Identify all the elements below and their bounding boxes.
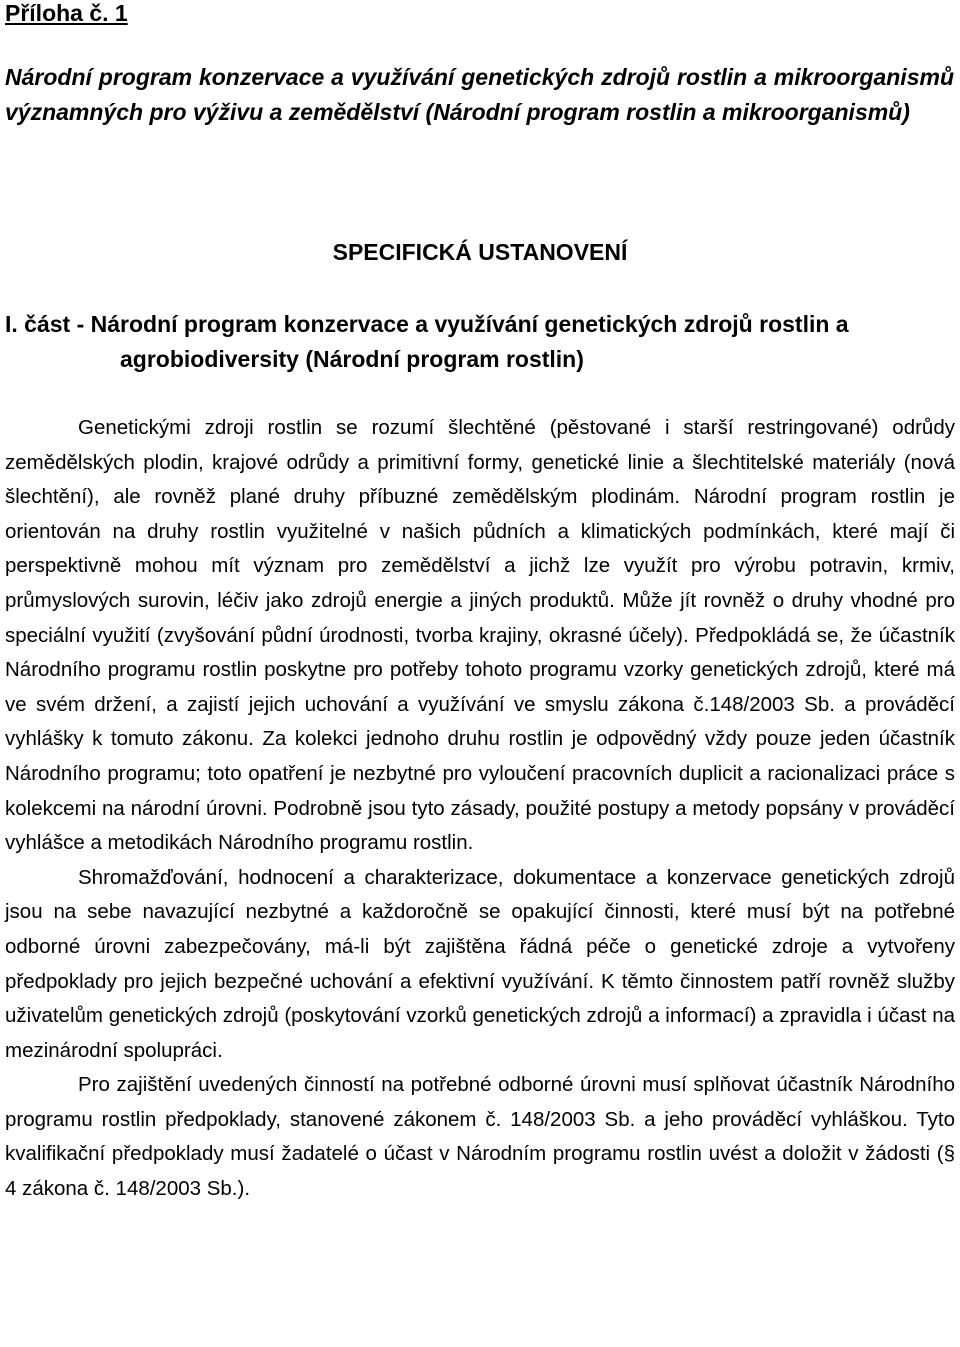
paragraph: Pro zajištění uvedených činností na potřebné odborné úrovni musí splňovat účastník Národního programu rostlin předpoklady, stanovené zákonem č. 148/2003 Sb. a jeho prováděcí vyhláškou. Tyto kvalifikační předpoklady musí žadatelé o účast v Národním programu rostlin uvést a doložit v žádosti (§ 4 zákona č. 148/2003 Sb.). xyxy=(5,1073,955,1201)
body-text xyxy=(5,411,955,1207)
section-heading: SPECIFICKÁ USTANOVENÍ xyxy=(332,239,628,265)
part-heading: I. část - Národní program konzervace a využívání genetických zdrojů rostlin a agrobiodiversity (Národní program rostlin) xyxy=(5,311,849,372)
document-title: Národní program konzervace a využívání genetických zdrojů rostlin a mikroorganismů významných pro výživu a zemědělství (Národní program rostlin a mikroorganismů) xyxy=(5,64,954,125)
annex-label: Příloha č. 1 xyxy=(5,0,128,26)
paragraph: Shromažďování, hodnocení a charakterizace, dokumentace a konzervace genetických zdrojů jsou na sebe navazující nezbytné a každoročně se opakující činnosti, které musí být na potřebné odborné úrovni zabezpečovány, má-li být zajištěna řádná péče o genetické zdroje a vytvořeny předpoklady pro jejich bezpečné uchování a efektivní využívání. K těmto činnostem patří rovněž služby uživatelům genetických zdrojů (poskytování vzorků genetických zdrojů a informací) a zpravidla i účast na mezinárodní spolupráci. xyxy=(5,865,955,1062)
paragraph: Genetickými zdroji rostlin se rozumí šlechtěné (pěstované i starší restringované) odrůdy zemědělských plodin, krajové odrůdy a primitivní formy, genetické linie a šlechtitelské materiály (nová šlechtění), ale rovněž plané druhy příbuzné zemědělským plodinám. Národní program rostlin je orientován na druhy rostlin využitelné v našich půdních a klimatických podmínkách, které mají či perspektivně mohou mít význam pro zemědělství a jichž lze využít pro výrobu potravin, krmiv, průmyslových surovin, léčiv jako zdrojů energie a jiných produktů. Může jít rovněž o druhy vhodné pro speciální využití (zvyšování půdní úrodnosti, tvorba krajiny, okrasné účely). Předpokládá se, že účastník Národního programu rostlin poskytne pro potřeby tohoto programu vzorky genetických zdrojů, které má ve svém držení, a zajistí jejich uchování a využívání ve smyslu zákona č.148/2003 Sb. a prováděcí vyhlášky k tomuto zákonu. Za kolekci jednoho druhu rostlin je odpovědný vždy pouze jeden účastník Národního programu; toto opatření je nezbytné pro vyloučení pracovních duplicit a racionalizaci práce s kolekcemi na národní úrovni. Podrobně jsou tyto zásady, použité postupy a metody popsány v prováděcí vyhlášce a metodikách Národního programu rostlin. xyxy=(5,416,955,855)
